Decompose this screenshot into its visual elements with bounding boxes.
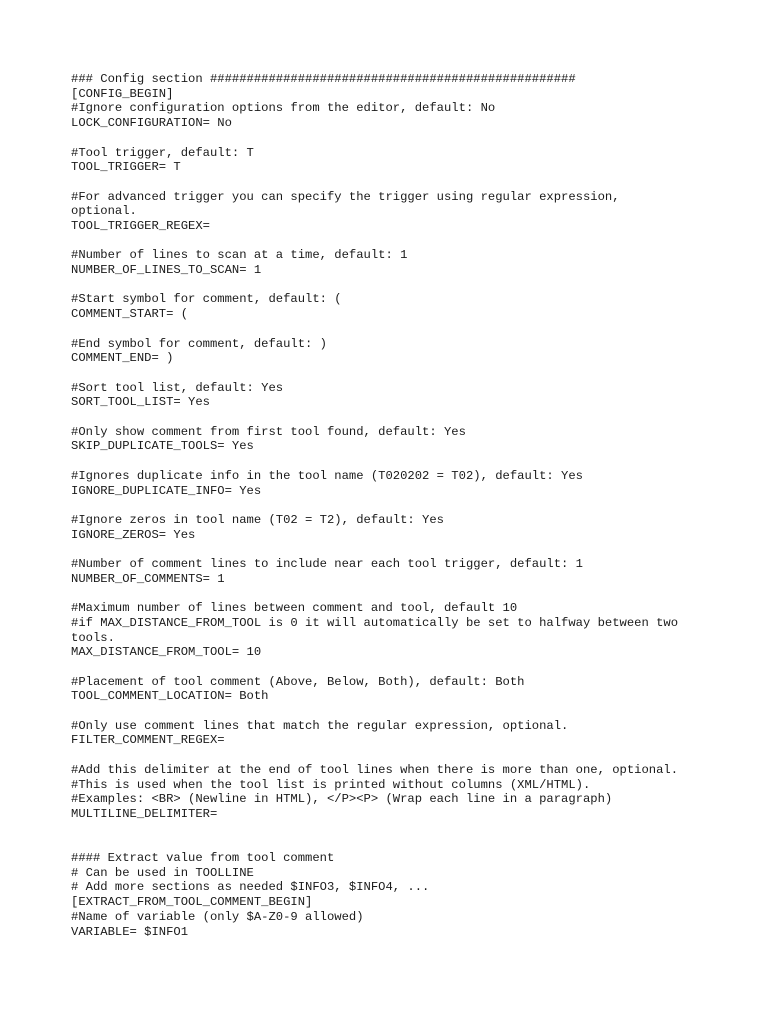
text-line: #This is used when the tool list is printed without columns (XML/HTML).	[71, 777, 591, 792]
text-line: optional.	[71, 204, 137, 219]
text-line: ### Config section ##################################################	[71, 72, 576, 86]
text-line: MAX_DISTANCE_FROM_TOOL= 10	[71, 645, 262, 660]
text-line: [EXTRACT_FROM_TOOL_COMMENT_BEGIN]	[71, 895, 313, 910]
blank-line	[71, 410, 751, 425]
blank-line	[71, 498, 751, 513]
text-line: #For advanced trigger you can specify the trigger using regular expression,	[71, 189, 620, 204]
blank-line	[71, 366, 751, 381]
blank-line	[71, 822, 751, 837]
text-line: LOCK_CONFIGURATION= No	[71, 116, 232, 131]
text-line: NUMBER_OF_COMMENTS= 1	[71, 571, 225, 586]
text-line: SORT_TOOL_LIST= Yes	[71, 395, 210, 410]
text-line: # Can be used in TOOLLINE	[71, 865, 254, 880]
text-line: #Examples: <BR> (Newline in HTML), </P><P> (Wrap each line in a paragraph)	[71, 792, 613, 807]
text-line: #Ignore configuration options from the editor, default: No	[71, 101, 496, 116]
blank-line	[71, 836, 751, 851]
text-line: [CONFIG_BEGIN]	[71, 86, 174, 101]
text-line: #Ignore zeros in tool name (T02 = T2), default: Yes	[71, 512, 444, 527]
text-line: #Only show comment from first tool found, default: Yes	[71, 424, 466, 439]
text-line: #Sort tool list, default: Yes	[71, 380, 284, 395]
blank-line	[71, 322, 751, 337]
blank-line	[71, 748, 751, 763]
text-line: SKIP_DUPLICATE_TOOLS= Yes	[71, 439, 254, 454]
text-line: #Number of lines to scan at a time, default: 1	[71, 248, 408, 263]
text-line: COMMENT_START= (	[71, 307, 189, 322]
blank-line	[71, 175, 751, 190]
text-line: TOOL_TRIGGER_REGEX=	[71, 219, 210, 233]
blank-line	[71, 586, 751, 601]
text-line: #if MAX_DISTANCE_FROM_TOOL is 0 it will automatically be set to halfway between two	[71, 615, 679, 630]
text-line: #### Extract value from tool comment	[71, 851, 335, 866]
blank-line	[71, 542, 751, 557]
text-line: MULTILINE_DELIMITER=	[71, 806, 218, 821]
blank-line	[71, 704, 751, 719]
text-line: COMMENT_END= )	[71, 351, 174, 366]
blank-line	[71, 660, 751, 675]
text-line: #Name of variable (only $A-Z0-9 allowed)	[71, 909, 364, 924]
text-line: TOOL_TRIGGER= T	[71, 160, 181, 175]
blank-line	[71, 454, 751, 469]
text-line: #Ignores duplicate info in the tool name (T020202 = T02), default: Yes	[71, 468, 583, 483]
blank-line	[71, 234, 751, 249]
text-line: #Placement of tool comment (Above, Below, Both), default: Both	[71, 674, 525, 689]
text-line: #Only use comment lines that match the regular expression, optional.	[71, 718, 569, 733]
text-line: #Number of comment lines to include near each tool trigger, default: 1	[71, 557, 583, 572]
text-line: IGNORE_ZEROS= Yes	[71, 527, 196, 542]
blank-line	[71, 278, 751, 293]
text-line: # Add more sections as needed $INFO3, $INFO4, ...	[71, 880, 430, 895]
text-line: tools.	[71, 630, 115, 645]
text-line: TOOL_COMMENT_LOCATION= Both	[71, 689, 269, 704]
text-line: #Start symbol for comment, default: (	[71, 292, 342, 307]
config-document	[71, 72, 751, 939]
text-line: #End symbol for comment, default: )	[71, 336, 327, 351]
text-line: #Tool trigger, default: T	[71, 145, 254, 160]
text-line: #Add this delimiter at the end of tool lines when there is more than one, optional.	[71, 762, 679, 777]
text-line: NUMBER_OF_LINES_TO_SCAN= 1	[71, 263, 262, 278]
text-line: VARIABLE= $INFO1	[71, 924, 189, 939]
text-line: IGNORE_DUPLICATE_INFO= Yes	[71, 483, 262, 498]
text-line: FILTER_COMMENT_REGEX=	[71, 733, 225, 748]
text-line: #Maximum number of lines between comment and tool, default 10	[71, 601, 518, 616]
blank-line	[71, 131, 751, 146]
